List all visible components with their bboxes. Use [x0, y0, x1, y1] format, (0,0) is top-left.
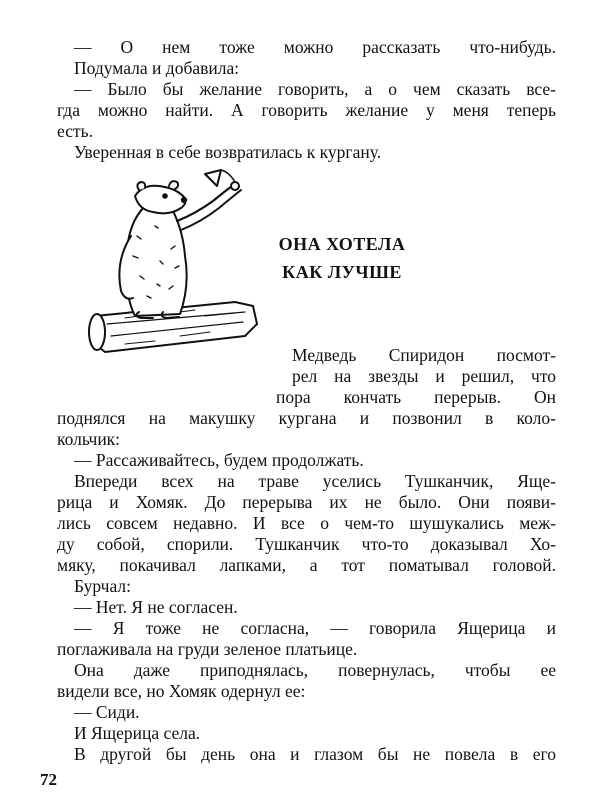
text-line: есть.: [57, 121, 93, 141]
text-line: Она даже приподнялась, повернулась, чтобы ее: [74, 660, 556, 680]
text-line: — Сиди.: [74, 702, 140, 722]
chapter-title-line: ОНА ХОТЕЛА: [278, 234, 406, 254]
text-line: Впереди всех на траве уселись Тушканчик, Яще-: [74, 471, 556, 491]
text-line: Уверенная в себе возвратилась к кургану.: [74, 142, 382, 162]
text-line: мяку, покачивал лапками, а тот поматывал головой.: [57, 555, 556, 575]
text-line: И Ящерица села.: [74, 723, 201, 743]
text-line: — Рассаживайтесь, будем продолжать.: [74, 450, 364, 470]
text-line: лись совсем недавно. И все о чем-то шушукались меж-: [57, 513, 556, 533]
text-line: пора кончать перерыв. Он: [276, 387, 556, 407]
chapter-title-line: КАК ЛУЧШЕ: [282, 262, 402, 282]
text-line: кольчик:: [57, 429, 121, 449]
page-number: 72: [40, 770, 57, 789]
text-line: — Нет. Я не согласен.: [74, 597, 238, 617]
text-line: В другой бы день она и глазом бы не повела в его: [74, 744, 556, 764]
text-line: — Я тоже не согласна, — говорила Ящерица и: [74, 618, 556, 638]
text-line: рел на звезды и решил, что: [292, 366, 556, 386]
text-line: видели все, но Хомяк одернул ее:: [57, 681, 306, 701]
text-line: рица и Хомяк. До перерыва их не было. Они появи-: [57, 492, 556, 512]
text-line: Подумала и добавила:: [74, 58, 240, 78]
text-line: гда можно найти. А говорить желание у меня теперь: [57, 100, 556, 120]
text-line: — О нем тоже можно рассказать что-нибудь.: [74, 37, 556, 57]
text-line: — Было бы желание говорить, а о чем сказать все-: [74, 79, 556, 99]
text-line: Медведь Спиридон посмот-: [292, 345, 556, 365]
text-line: поднялся на макушку кургана и позвонил в коло-: [57, 408, 556, 428]
text-line: поглаживала на груди зеленое платьице.: [57, 639, 358, 659]
bear-illustration: [85, 166, 265, 366]
text-line: Бурчал:: [74, 576, 131, 596]
text-line: ду собой, спорили. Тушканчик что-то доказывал Хо-: [57, 534, 556, 554]
